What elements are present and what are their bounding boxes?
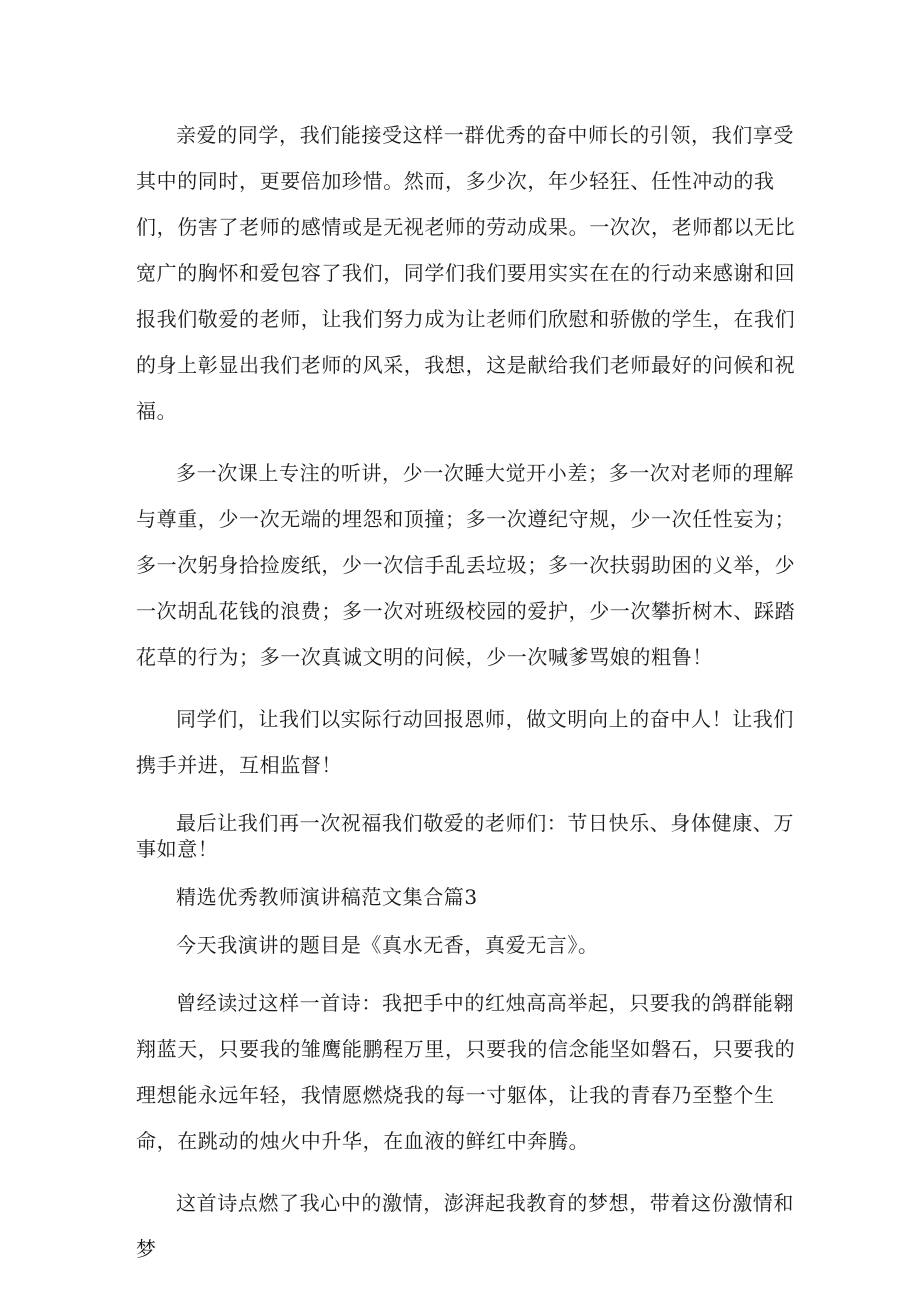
paragraph-final-blessing: 最后让我们再一次祝福我们敬爱的老师们：节日快乐、身体健康、万事如意！ bbox=[136, 811, 794, 861]
paragraph-speech-title: 今天我演讲的题目是《真水无香，真爱无言》。 bbox=[176, 933, 599, 957]
document-page bbox=[136, 112, 796, 1272]
paragraph-more-less-list: 多一次课上专注的听讲，少一次睡大觉开小差；多一次对老师的理解与尊重，少一次无端的埋怨和顶撞；多一次遵纪守规，少一次任性妄为；多一次躬身拾捡废纸，少一次信手乱丢垃圾；多一次扶弱助困的义举，少一次胡乱花钱的浪费；多一次对班级校园的爱护，少一次攀折树木、踩踏花草的行为；多一次真诚文明的问候，少一次喊爹骂娘的粗鲁！ bbox=[136, 461, 796, 669]
section-heading: 精选优秀教师演讲稿范文集合篇3 bbox=[176, 885, 478, 909]
paragraph-poem: 曾经读过这样一首诗：我把手中的红烛高高举起，只要我的鸽群能翱翔蓝天，只要我的雏鹰能鹏程万里，只要我的信念能坚如磐石，只要我的理想能永远年轻，我情愿燃烧我的每一寸躯体，让我的青春乃至整个生命，在跳动的烛火中升华，在血液的鲜红中奔腾。 bbox=[136, 991, 796, 1153]
paragraph-poem-reflection: 这首诗点燃了我心中的激情，澎湃起我教育的梦想，带着这份激情和梦 bbox=[136, 1191, 794, 1261]
paragraph-call-to-action: 同学们，让我们以实际行动回报恩师，做文明向上的奋中人！让我们携手并进，互相监督！ bbox=[136, 707, 794, 777]
paragraph-teacher-gratitude: 亲爱的同学，我们能接受这样一群优秀的奋中师长的引领，我们享受其中的同时，更要倍加珍惜。然而，多少次，年少轻狂、任性冲动的我们，伤害了老师的感情或是无视老师的劳动成果。一次次，老师都以无比宽广的胸怀和爱包容了我们，同学们我们要用实实在在的行动来感谢和回报我们敬爱的老师，让我们努力成为让老师们欣慰和骄傲的学生，在我们的身上彰显出我们老师的风采，我想，这是献给我们老师最好的问候和祝福。 bbox=[136, 123, 796, 423]
